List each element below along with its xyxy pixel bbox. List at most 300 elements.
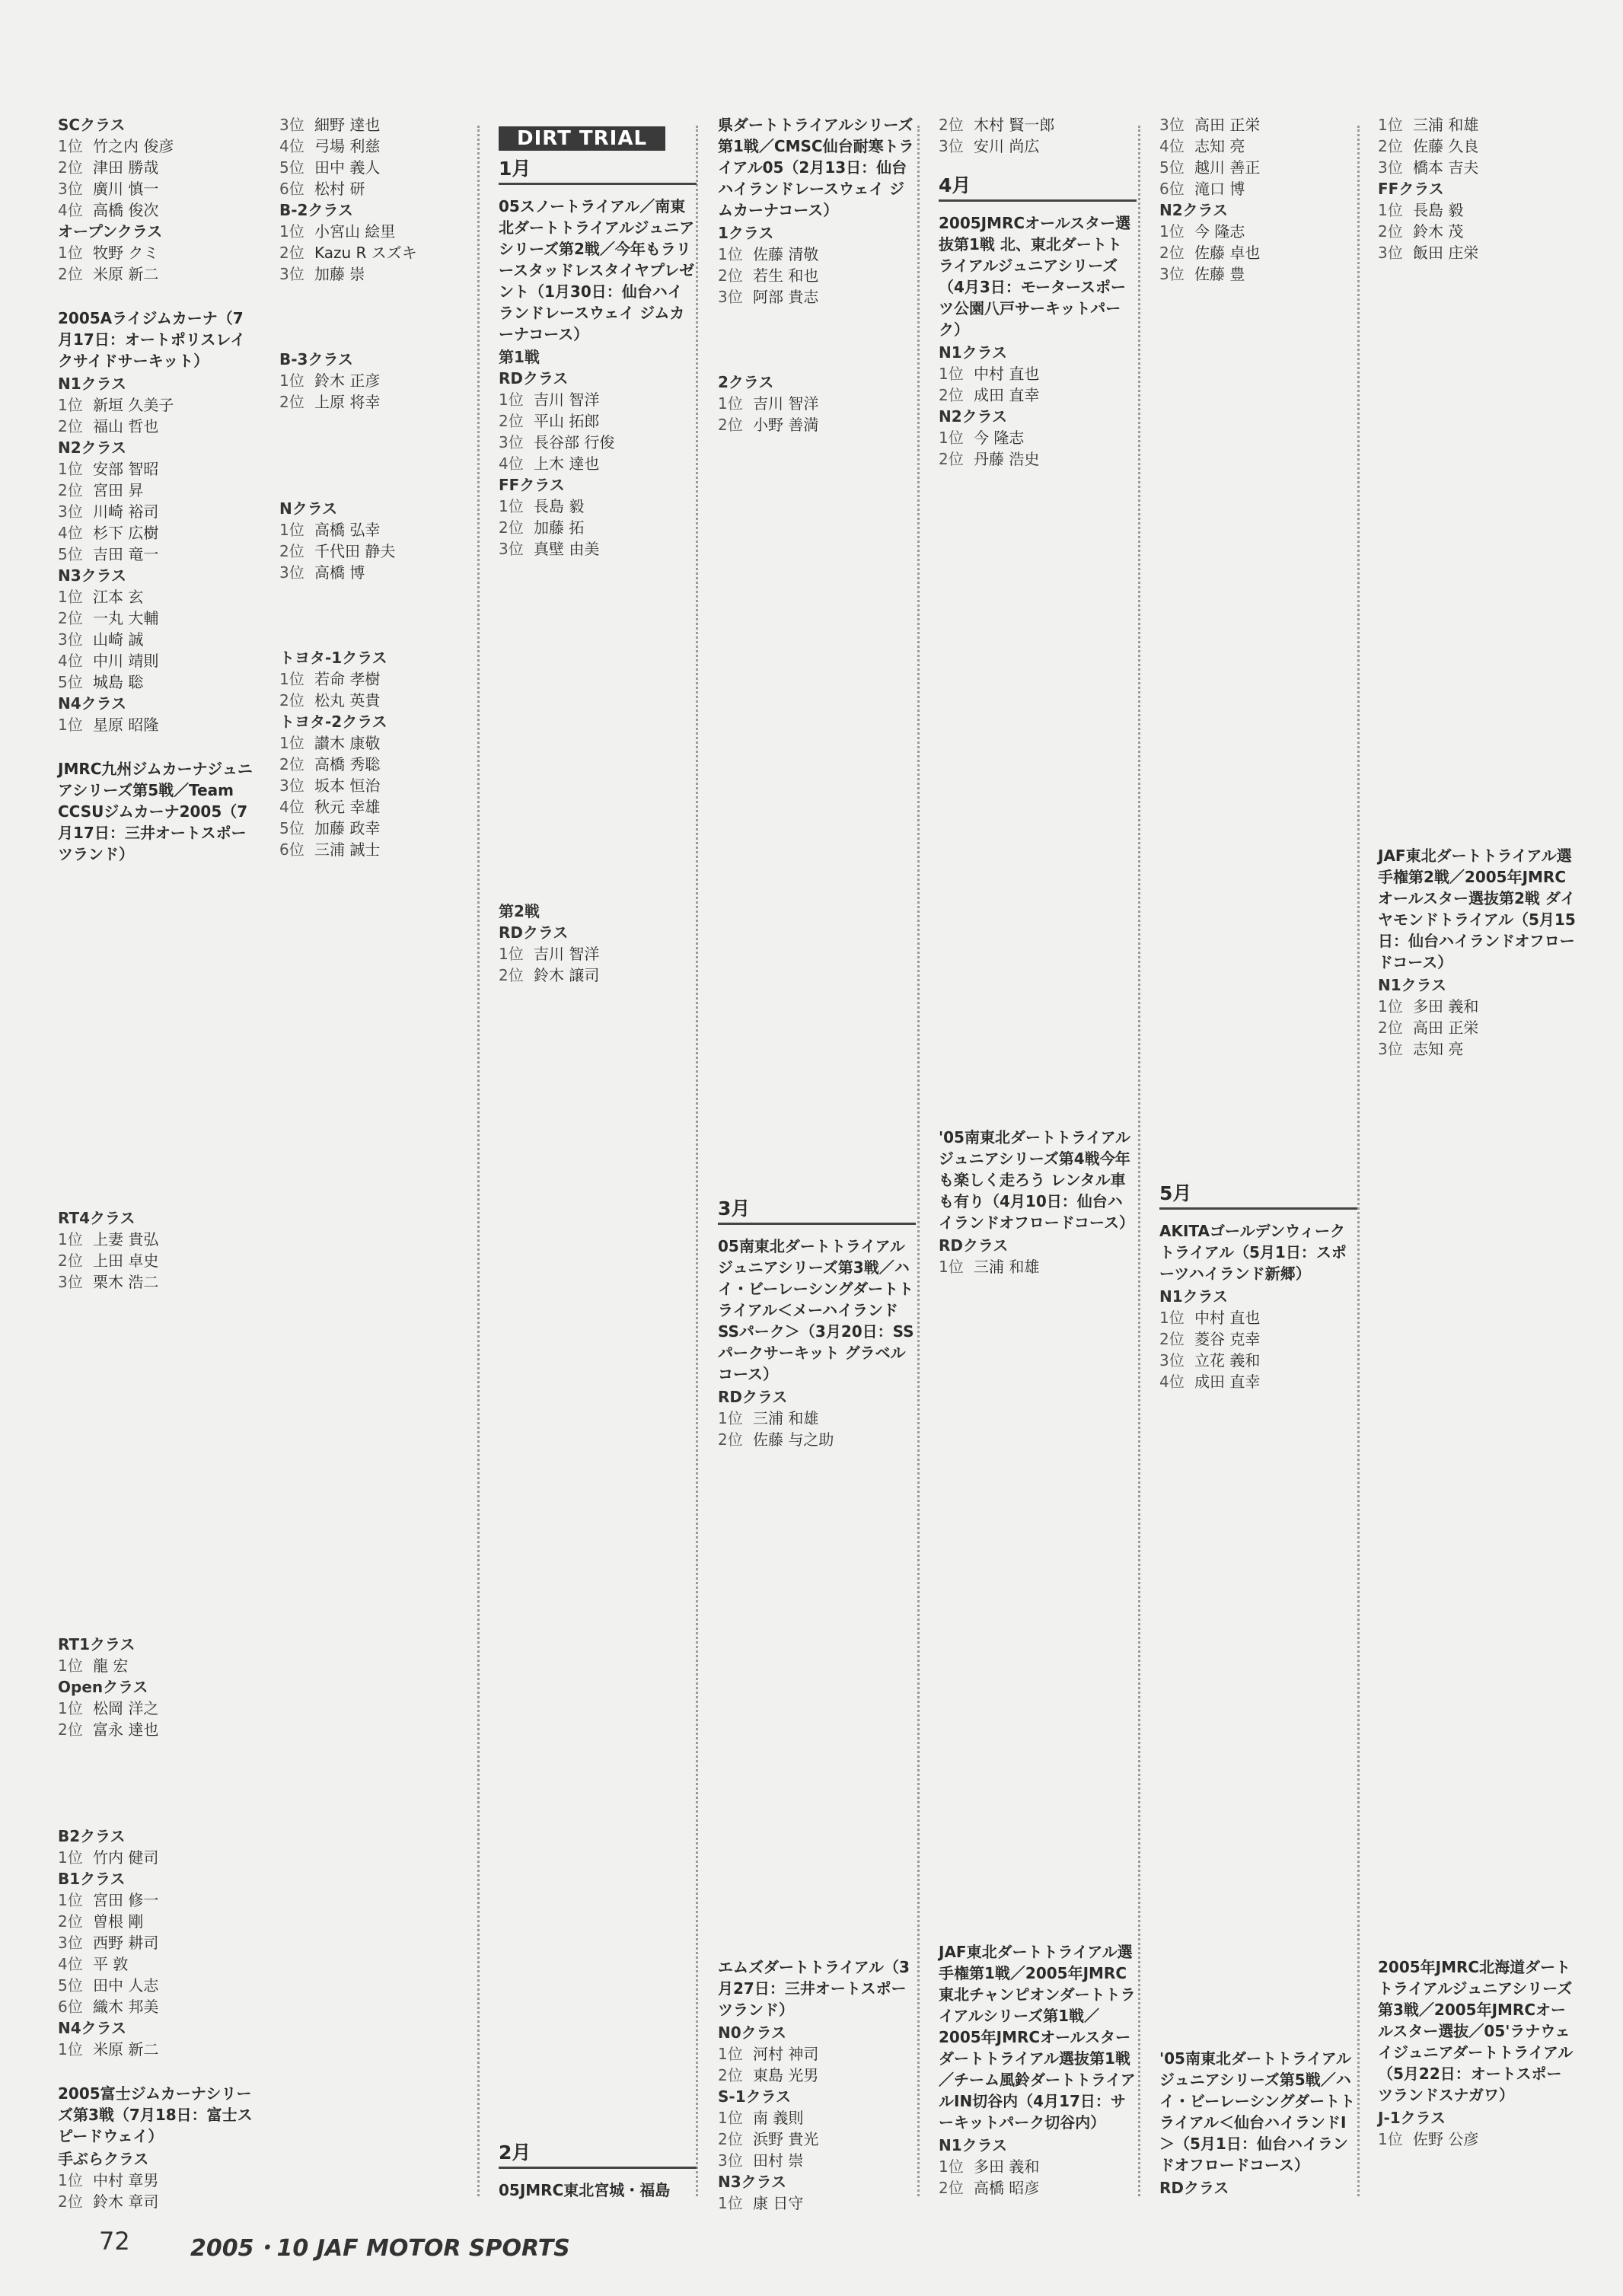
result-rank: 1位: [279, 222, 305, 241]
result-rank: 1位: [58, 1657, 83, 1675]
result-rank: 3位: [499, 540, 524, 558]
class-heading: RT4クラス: [58, 1209, 136, 1227]
result-row: [939, 2156, 1137, 2177]
result-row: [279, 562, 477, 583]
result-rank: 3位: [718, 2151, 743, 2170]
driver-name: 廣川 慎一: [93, 180, 159, 198]
result-list: [1378, 114, 1576, 178]
result-rank: 2位: [58, 481, 83, 499]
class-heading: RDクラス: [499, 923, 569, 942]
result-row: [58, 1975, 256, 1996]
result-row: [1159, 1307, 1357, 1328]
month-heading: 5月: [1159, 1183, 1357, 1210]
result-row: [1159, 114, 1357, 136]
result-rank: 5位: [58, 673, 83, 691]
class-heading: B2クラス: [58, 1827, 126, 1845]
driver-name: 秋元 幸雄: [314, 798, 381, 816]
event-title: 2005年JMRC北海道ダートトライアルジュニアシリーズ第3戦／2005年JMRCオールスター選抜／05'ラナウェイジュニアダートトライアル（5月22日：オートスポーツランドスナガワ）: [1378, 1958, 1574, 2104]
driver-name: 多田 義和: [1413, 997, 1479, 1016]
result-row: [58, 242, 256, 263]
result-rank: 1位: [499, 945, 524, 963]
result-list: [58, 2039, 256, 2060]
driver-name: 津田 勝哉: [93, 158, 159, 177]
result-row: [718, 286, 916, 308]
driver-name: 竹之内 俊彦: [93, 137, 174, 155]
driver-name: 高橋 昭彦: [974, 2179, 1040, 2197]
result-rank: 3位: [1159, 265, 1185, 283]
result-rank: 3位: [1378, 158, 1403, 177]
class-heading: N3クラス: [718, 2173, 787, 2191]
driver-name: 佐藤 清敬: [753, 245, 819, 263]
result-row: [939, 448, 1137, 470]
result-row: [58, 136, 256, 157]
result-row: [58, 714, 256, 735]
driver-name: 若生 和也: [753, 266, 819, 285]
result-row: [939, 114, 1137, 136]
result-list: [279, 114, 477, 199]
result-rank: 3位: [58, 502, 83, 521]
driver-name: 一丸 大輔: [93, 609, 159, 627]
result-rank: 1位: [279, 734, 305, 752]
month-heading: 2月: [499, 2142, 697, 2169]
driver-name: 平 敦: [93, 1955, 129, 1973]
event-title: 05南東北ダートトライアルジュニアシリーズ第3戦／ハイ・ビーレーシングダートトライアル＜メーハイランドSSパーク＞（3月20日：SSパークサーキット グラベルコース）: [718, 1237, 914, 1383]
driver-name: 松岡 洋之: [93, 1699, 159, 1717]
result-rank: 3位: [58, 630, 83, 649]
result-row: [1378, 136, 1576, 157]
result-rank: 2位: [939, 450, 964, 468]
driver-name: 成田 直幸: [974, 386, 1040, 404]
result-list: [58, 458, 256, 565]
result-row: [279, 796, 477, 818]
driver-name: 木村 賢一郎: [974, 116, 1055, 134]
driver-name: 高田 正栄: [1194, 116, 1261, 134]
result-list: [939, 114, 1137, 157]
result-row: [1159, 178, 1357, 199]
driver-name: 東島 光男: [753, 2066, 819, 2084]
event-title: JMRC九州ジムカーナジュニアシリーズ第5戦／Team CCSUジムカーナ2005（7月17日：三井オートスポーツランド）: [58, 760, 253, 863]
result-rank: 2位: [718, 2066, 743, 2084]
result-rank: 2位: [1159, 1330, 1185, 1348]
result-row: [499, 517, 697, 538]
result-row: [58, 522, 256, 544]
event-title: 05JMRC東北宮城・福島: [499, 2181, 671, 2199]
result-row: [58, 1932, 256, 1953]
result-rank: 1位: [58, 1230, 83, 1248]
result-rank: 6位: [279, 840, 305, 859]
result-row: [58, 2039, 256, 2060]
driver-name: 阿部 貴志: [753, 288, 819, 306]
driver-name: 西野 耕司: [93, 1934, 159, 1952]
class-heading: FFクラス: [499, 476, 565, 494]
result-row: [58, 1847, 256, 1868]
result-row: [1378, 996, 1576, 1017]
event-title: JAF東北ダートトライアル選手権第2戦／2005年JMRCオールスター選抜第2戦 ダイヤモンドトライアル（5月15日：仙台ハイランドオフロードコース）: [1378, 847, 1576, 971]
class-heading: オープンクラス: [58, 222, 163, 241]
result-rank: 1位: [1378, 997, 1403, 1016]
result-rank: 2位: [58, 265, 83, 283]
result-row: [58, 178, 256, 199]
result-row: [499, 538, 697, 560]
result-list: [1159, 1307, 1357, 1392]
result-rank: 2位: [279, 755, 305, 773]
result-rank: 2位: [58, 1912, 83, 1931]
result-row: [718, 2107, 916, 2129]
driver-name: 浜野 貴光: [753, 2130, 819, 2148]
result-list: [58, 2170, 256, 2212]
result-row: [1159, 242, 1357, 263]
result-row: [58, 2170, 256, 2191]
result-rank: 2位: [718, 2130, 743, 2148]
driver-name: 江本 玄: [93, 588, 144, 606]
result-rank: 3位: [499, 433, 524, 451]
driver-name: 加藤 拓: [534, 518, 585, 537]
result-row: [58, 650, 256, 671]
driver-name: 加藤 崇: [314, 265, 365, 283]
result-rank: 4位: [279, 798, 305, 816]
result-rank: 1位: [1378, 201, 1403, 219]
result-rank: 2位: [279, 244, 305, 262]
result-rank: 2位: [499, 518, 524, 537]
driver-name: 米原 新二: [93, 2040, 159, 2058]
result-row: [279, 391, 477, 413]
result-row: [58, 263, 256, 285]
result-rank: 1位: [1378, 2130, 1403, 2148]
result-list: [58, 242, 256, 285]
driver-name: 鈴木 章司: [93, 2192, 159, 2211]
result-rank: 2位: [279, 691, 305, 710]
driver-name: 吉田 竜一: [93, 545, 159, 563]
class-heading: N2クラス: [939, 407, 1008, 426]
result-row: [718, 265, 916, 286]
driver-name: 上木 達也: [534, 454, 600, 473]
driver-name: 坂本 恒治: [314, 776, 381, 795]
result-row: [1159, 1350, 1357, 1371]
result-rank: 2位: [1378, 137, 1403, 155]
result-list: [499, 496, 697, 560]
result-rank: 6位: [58, 1998, 83, 2016]
result-list: [1159, 221, 1357, 285]
result-list: [939, 2156, 1137, 2199]
result-row: [939, 1256, 1137, 1277]
result-row: [718, 2150, 916, 2171]
result-rank: 1位: [1159, 1309, 1185, 1327]
result-row: [58, 416, 256, 437]
class-heading: RDクラス: [1159, 2179, 1229, 2197]
result-rank: 2位: [499, 966, 524, 984]
result-row: [1378, 1038, 1576, 1060]
results-column-3: [499, 114, 697, 2199]
result-rank: 2位: [58, 609, 83, 627]
column-divider: [1357, 126, 1360, 2196]
driver-name: 上妻 貴弘: [93, 1230, 159, 1248]
driver-name: 栗木 浩二: [93, 1273, 159, 1291]
result-rank: 2位: [939, 386, 964, 404]
result-rank: 1位: [58, 2171, 83, 2189]
result-row: [718, 1429, 916, 1450]
result-rank: 2位: [58, 158, 83, 177]
result-row: [718, 393, 916, 414]
class-heading: N2クラス: [1159, 201, 1229, 219]
section-badge: DIRT TRIAL: [499, 126, 665, 151]
driver-name: 佐藤 卓也: [1194, 244, 1261, 262]
result-row: [499, 389, 697, 410]
driver-name: 松丸 英貴: [314, 691, 381, 710]
driver-name: 上田 卓史: [93, 1252, 159, 1270]
driver-name: 若命 孝樹: [314, 670, 381, 688]
result-row: [58, 671, 256, 693]
result-row: [58, 1889, 256, 1911]
result-list: [718, 1408, 916, 1450]
results-column-1: [58, 114, 256, 2212]
result-row: [58, 1911, 256, 1932]
result-row: [1159, 157, 1357, 178]
result-row: [718, 244, 916, 265]
event-title: '05南東北ダートトライアルジュニアシリーズ第5戦／ハイ・ビーレーシングダートトライアル＜仙台ハイランドⅠ＞（5月1日：仙台ハイランドオフロードコース）: [1159, 2049, 1356, 2174]
result-rank: 2位: [58, 1252, 83, 1270]
result-list: [58, 586, 256, 693]
result-rank: 1位: [718, 2109, 743, 2127]
result-row: [499, 496, 697, 517]
result-list: [499, 389, 697, 474]
result-rank: 2位: [1159, 244, 1185, 262]
result-rank: 6位: [1159, 180, 1185, 198]
result-list: [718, 393, 916, 435]
class-heading: N4クラス: [58, 2019, 127, 2037]
driver-name: 細野 達也: [314, 116, 381, 134]
result-rank: 1位: [1378, 116, 1403, 134]
class-heading: N1クラス: [1159, 1287, 1229, 1306]
result-row: [279, 519, 477, 541]
result-rank: 3位: [718, 288, 743, 306]
result-rank: 1位: [499, 391, 524, 409]
result-rank: 3位: [58, 1934, 83, 1952]
driver-name: 吉川 智洋: [534, 391, 600, 409]
driver-name: 三浦 和雄: [1413, 116, 1479, 134]
result-rank: 2位: [279, 542, 305, 560]
class-heading: 手ぶらクラス: [58, 2150, 149, 2168]
result-list: [1159, 114, 1357, 199]
driver-name: 吉川 智洋: [534, 945, 600, 963]
result-rank: 1位: [58, 2040, 83, 2058]
result-list: [939, 427, 1137, 470]
result-row: [58, 501, 256, 522]
driver-name: 加藤 政幸: [314, 819, 381, 837]
driver-name: 飯田 庄栄: [1413, 244, 1479, 262]
result-rank: 2位: [718, 416, 743, 434]
driver-name: 安川 尚広: [974, 137, 1040, 155]
class-heading: 2クラス: [718, 373, 774, 391]
driver-name: 佐藤 久良: [1413, 137, 1479, 155]
class-heading: N0クラス: [718, 2023, 787, 2042]
result-list: [1378, 199, 1576, 263]
result-row: [58, 607, 256, 629]
column-divider: [917, 126, 920, 2196]
result-rank: 1位: [58, 1891, 83, 1909]
class-heading: N1クラス: [1378, 976, 1447, 994]
result-row: [1159, 1328, 1357, 1350]
result-row: [58, 1229, 256, 1250]
results-column-7: [1378, 114, 1576, 2148]
result-row: [939, 136, 1137, 157]
result-rank: 6位: [279, 180, 305, 198]
result-rank: 2位: [58, 417, 83, 435]
result-row: [279, 732, 477, 754]
driver-name: 今 隆志: [1194, 222, 1245, 241]
result-rank: 3位: [1378, 244, 1403, 262]
result-rank: 1位: [58, 460, 83, 478]
result-rank: 5位: [279, 819, 305, 837]
class-heading: RDクラス: [939, 1236, 1009, 1255]
result-rank: 1位: [58, 588, 83, 606]
result-row: [58, 1655, 256, 1676]
result-rank: 5位: [58, 1976, 83, 1995]
result-row: [279, 178, 477, 199]
result-row: [1159, 1371, 1357, 1392]
result-rank: 1位: [279, 521, 305, 539]
event-title: 2005Aライジムカーナ（7月17日：オートポリスレイクサイドサーキット）: [58, 309, 246, 370]
column-divider: [1138, 126, 1140, 2196]
result-rank: 1位: [279, 372, 305, 390]
driver-name: 田村 崇: [753, 2151, 804, 2170]
event-title: AKITAゴールデンウィークトライアル（5月1日：スポーツハイランド新郷）: [1159, 1222, 1347, 1283]
result-list: [279, 370, 477, 413]
class-heading: Nクラス: [279, 499, 338, 518]
result-rank: 1位: [58, 396, 83, 414]
result-rank: 4位: [58, 201, 83, 219]
result-list: [718, 2043, 916, 2086]
result-row: [718, 414, 916, 435]
result-list: [58, 1847, 256, 1868]
result-list: [718, 244, 916, 308]
result-row: [1378, 157, 1576, 178]
driver-name: 米原 新二: [93, 265, 159, 283]
result-rank: 1位: [58, 716, 83, 734]
result-row: [279, 541, 477, 562]
result-rank: 1位: [58, 137, 83, 155]
class-heading: S-1クラス: [718, 2087, 792, 2106]
result-row: [499, 453, 697, 474]
result-list: [499, 943, 697, 986]
result-row: [58, 480, 256, 501]
result-row: [279, 775, 477, 796]
result-rank: 4位: [279, 137, 305, 155]
result-row: [1378, 242, 1576, 263]
result-row: [58, 1719, 256, 1740]
result-rank: 1位: [718, 1409, 743, 1427]
round-heading: 第2戦: [499, 902, 540, 920]
result-row: [58, 1698, 256, 1719]
driver-name: 高橋 博: [314, 563, 365, 582]
driver-name: 安部 智昭: [93, 460, 159, 478]
result-row: [58, 458, 256, 480]
result-row: [499, 965, 697, 986]
driver-name: 菱谷 克幸: [1194, 1330, 1261, 1348]
driver-name: 成田 直幸: [1194, 1373, 1261, 1391]
result-rank: 4位: [58, 1955, 83, 1973]
result-list: [58, 1698, 256, 1740]
result-rank: 2位: [58, 2192, 83, 2211]
driver-name: 三浦 誠士: [314, 840, 381, 859]
result-rank: 5位: [58, 545, 83, 563]
result-rank: 1位: [58, 1848, 83, 1867]
result-list: [718, 2107, 916, 2171]
result-rank: 1位: [939, 429, 964, 447]
result-row: [58, 394, 256, 416]
result-rank: 2位: [718, 266, 743, 285]
driver-name: 多田 義和: [974, 2157, 1040, 2176]
result-row: [58, 629, 256, 650]
event-title: JAF東北ダートトライアル選手権第1戦／2005年JMRC東北チャンピオンダートトライアルシリーズ第1戦／2005年JMRCオールスターダートトライアル選抜第1戦／チーム風鈴ダートトライアルIN切谷内（4月17日：サーキットパーク切谷内）: [939, 1943, 1136, 2132]
result-row: [58, 199, 256, 221]
class-heading: トヨタ-1クラス: [279, 649, 387, 667]
result-list: [939, 363, 1137, 406]
result-row: [499, 410, 697, 432]
class-heading: B-3クラス: [279, 350, 353, 368]
result-list: [939, 1256, 1137, 1277]
result-rank: 3位: [1159, 116, 1185, 134]
result-list: [1378, 2129, 1576, 2150]
result-rank: 3位: [279, 776, 305, 795]
results-column-6: [1159, 114, 1357, 2197]
result-row: [1378, 199, 1576, 221]
result-row: [58, 1250, 256, 1271]
magazine-masthead: 2005・10 JAF MOTOR SPORTS: [190, 2235, 570, 2262]
driver-name: Kazu R スズキ: [314, 244, 417, 262]
class-heading: N4クラス: [58, 694, 127, 713]
driver-name: 星原 昭隆: [93, 716, 159, 734]
result-row: [279, 221, 477, 242]
class-heading: J-1クラス: [1378, 2109, 1446, 2127]
result-list: [58, 136, 256, 221]
driver-name: 宮田 修一: [93, 1891, 159, 1909]
driver-name: 牧野 クミ: [93, 244, 159, 262]
result-list: [279, 519, 477, 583]
driver-name: 福山 哲也: [93, 417, 159, 435]
driver-name: 川崎 裕司: [93, 502, 159, 521]
driver-name: 越川 善正: [1194, 158, 1261, 177]
result-rank: 4位: [1159, 137, 1185, 155]
driver-name: 河村 神司: [753, 2045, 819, 2063]
driver-name: 志知 亮: [1413, 1040, 1464, 1058]
driver-name: 弓場 利慈: [314, 137, 381, 155]
page-number: 72: [99, 2227, 130, 2256]
result-row: [58, 1996, 256, 2017]
driver-name: 讃木 康敬: [314, 734, 381, 752]
driver-name: 長島 毅: [1413, 201, 1464, 219]
result-row: [279, 136, 477, 157]
result-row: [718, 2065, 916, 2086]
driver-name: 高橋 俊次: [93, 201, 159, 219]
driver-name: 高田 正栄: [1413, 1019, 1479, 1037]
result-rank: 4位: [58, 652, 83, 670]
result-rank: 1位: [499, 497, 524, 515]
event-title: '05南東北ダートトライアルジュニアシリーズ第4戦今年も楽しく走ろう レンタル車も有り（4月10日：仙台ハイランドオフロードコース）: [939, 1128, 1134, 1232]
result-row: [718, 2192, 916, 2214]
driver-name: 富永 達也: [93, 1720, 159, 1739]
result-row: [58, 544, 256, 565]
driver-name: 山崎 誠: [93, 630, 144, 649]
result-row: [279, 157, 477, 178]
driver-name: 田中 義人: [314, 158, 381, 177]
driver-name: 中村 直也: [974, 365, 1040, 383]
result-rank: 2位: [499, 412, 524, 430]
result-rank: 2位: [1378, 1019, 1403, 1037]
driver-name: 中村 章男: [93, 2171, 159, 2189]
result-row: [939, 384, 1137, 406]
result-list: [1378, 996, 1576, 1060]
result-list: [279, 668, 477, 711]
